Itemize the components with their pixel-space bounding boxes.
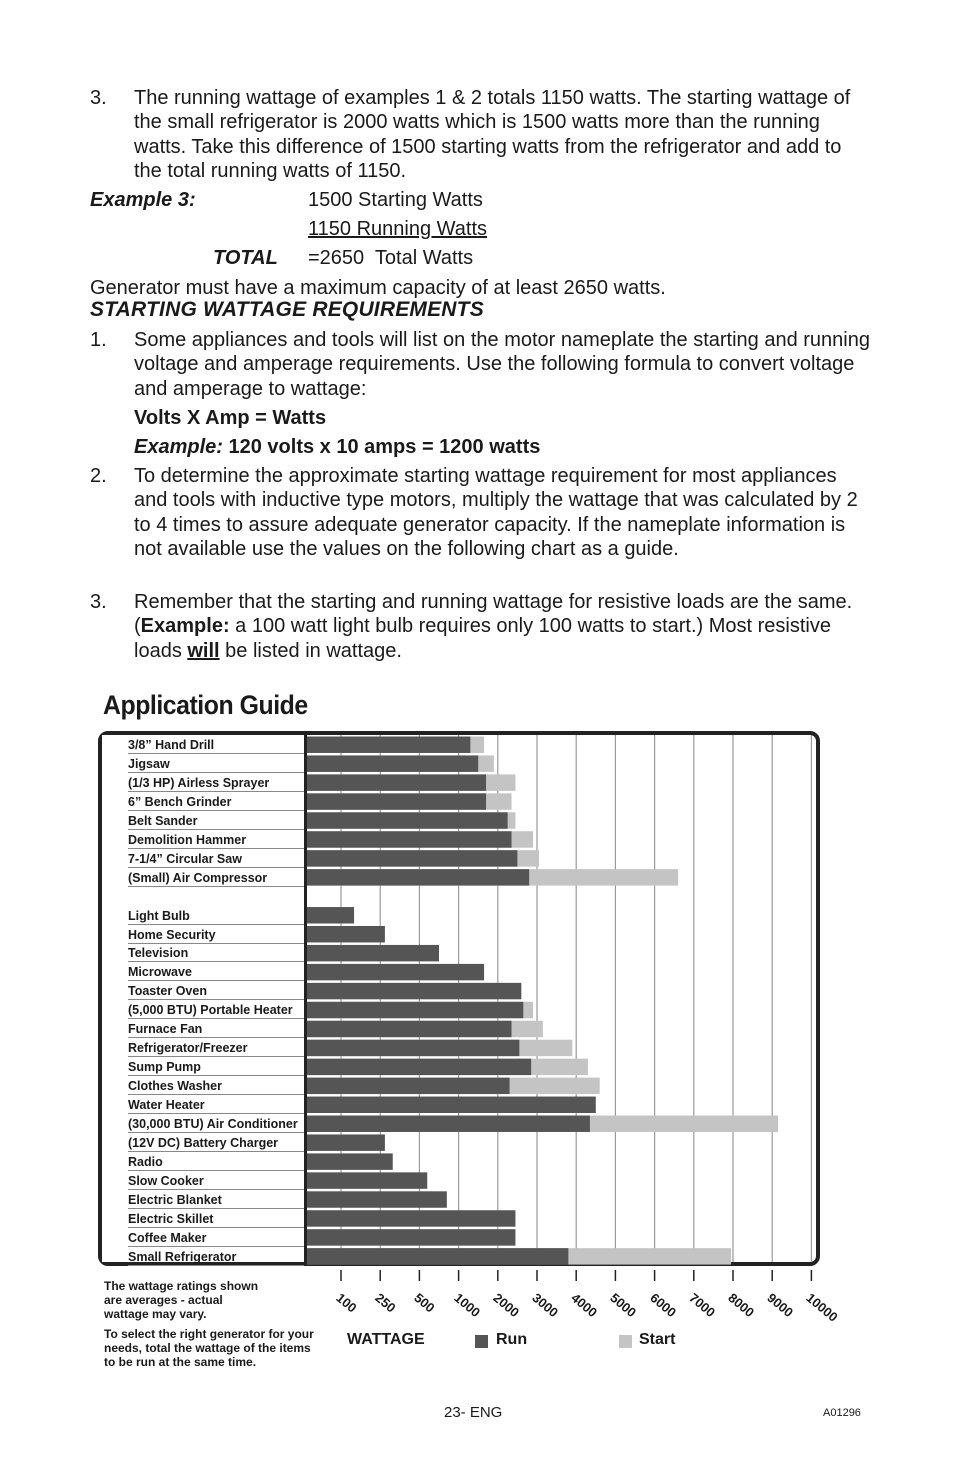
row-label: Toaster Oven [128,983,304,1000]
step3-will: will [187,639,220,662]
tick-label: 500 [411,1290,439,1316]
step2-number: 2. [90,465,107,487]
row-label: 3/8” Hand Drill [128,737,304,754]
tick-label: 7000 [686,1290,718,1321]
bar-run [307,793,486,809]
row-label: Radio [128,1154,304,1171]
row-label: Demolition Hammer [128,832,304,849]
row-label: Microwave [128,964,304,981]
step3-text-e: be listed in wattage. [219,639,402,662]
row-label: (1/3 HP) Airless Sprayer [128,775,304,792]
row-label: Coffee Maker [128,1230,304,1247]
tick-label: 1000 [450,1290,483,1321]
tick-label: 100 [333,1290,360,1316]
legend-run-swatch [475,1335,488,1348]
bar-run [307,869,529,885]
bar-run [307,907,354,923]
row-label: Refrigerator/Freezer [128,1040,304,1057]
tick-label: 6000 [646,1290,679,1321]
item-number: 3. [90,87,107,109]
tick-label: 4000 [568,1290,601,1321]
row-label: Furnace Fan [128,1021,304,1038]
bar-run [307,1116,590,1132]
bar-run [307,1134,385,1150]
step2-paragraph: To determine the approximate starting wattage requirement for most appliances and tools with inductive type motors, multiply the wattage that was calculated by 2 to 4 times to assure adequate generator capacity. If the nameplate information is not available use the values on the following chart as a guide. [134,465,858,560]
tick-label: 3000 [529,1290,562,1321]
example3-total-label: TOTAL [213,247,278,269]
page-number: 23- ENG [444,1404,503,1421]
legend-run: Run [496,1331,528,1348]
bar-run [307,831,512,847]
step3-text-c: a 100 watt light bulb requires only 100 watts to start.) Most resistive loads [134,615,831,662]
bar-run [307,1078,510,1094]
row-label: Belt Sander [128,813,304,830]
tick-label: 10000 [803,1290,842,1325]
example3-label: Example 3: [90,189,196,211]
example3-running: 1150 Running Watts [308,218,487,240]
example3-starting: 1500 Starting Watts [308,189,483,211]
row-label: Small Refrigerator [128,1249,304,1266]
tick-label: 5000 [607,1290,640,1321]
bar-run [307,964,484,980]
bar-run [307,1097,596,1113]
bar-run [307,1040,519,1056]
step1-paragraph: Some appliances and tools will list on the motor nameplate the starting and running voltage and amperage requirements. Use the following formula to convert voltage and amperage to wattage: [134,329,870,400]
row-label: (30,000 BTU) Air Conditioner [128,1116,304,1133]
row-label: Water Heater [128,1097,304,1114]
capacity-note: Generator must have a maximum capacity of at least 2650 watts. [90,277,666,299]
figure-code: A01296 [823,1407,861,1419]
row-label: Jigsaw [128,756,304,773]
tick-label: 8000 [725,1290,758,1321]
row-label: Electric Skillet [128,1211,304,1228]
step1-number: 1. [90,329,107,351]
row-label: (Small) Air Compressor [128,870,304,887]
chart-divider [304,735,307,1262]
bar-run [307,1059,531,1075]
bar-run [307,1021,512,1037]
tick-label: 9000 [764,1290,797,1321]
legend-start: Start [639,1331,676,1348]
bar-run [307,983,521,999]
bar-run [307,812,508,828]
row-label: Television [128,945,304,962]
bar-run [307,1248,568,1264]
bar-run [307,945,439,961]
bar-run [307,755,478,771]
item3-paragraph: The running wattage of examples 1 & 2 totals 1150 watts. The starting wattage of the small refrigerator is 2000 watts which is 1500 watts more than the running watts. Take this difference of 1500 starting watts from the refrigerator and add to the total running watts of 1150. [134,87,851,182]
legend-start-swatch [619,1335,632,1348]
row-label: (5,000 BTU) Portable Heater [128,1002,304,1019]
step3-text-a: Remember that the starting and running wattage for resistive loads are the same. ( [134,591,853,638]
bar-run [307,737,470,753]
formula-example-label: Example: [134,436,223,458]
bar-run [307,1229,515,1245]
bar-run [307,774,486,790]
step3-example-label: Example: [140,615,230,638]
formula: Volts X Amp = Watts [134,407,327,429]
example3-total-value: =2650 Total Watts [308,247,474,269]
row-label: Light Bulb [128,908,304,925]
row-label: 6” Bench Grinder [128,794,304,811]
tick-label: 2000 [490,1290,522,1321]
bar-run [307,1172,427,1188]
bar-run [307,850,517,866]
step3-number: 3. [90,591,107,613]
bar-run [307,1191,447,1207]
row-label: Electric Blanket [128,1192,304,1209]
bar-run [307,1153,393,1169]
bar-run [307,1002,523,1018]
tick-label: 250 [372,1290,399,1316]
legend-wattage: WATTAGE [347,1331,425,1348]
application-guide-title: Application Guide [103,690,308,720]
note-averages: The wattage ratings shown are averages - actual wattage may vary. [104,1279,259,1321]
row-label: Home Security [128,927,304,944]
row-label: Sump Pump [128,1059,304,1076]
row-label: (12V DC) Battery Charger [128,1135,304,1152]
section-title: STARTING WATTAGE REQUIREMENTS [90,298,484,321]
bar-run [307,926,385,942]
row-label: Clothes Washer [128,1078,304,1095]
bar-run [307,1210,515,1226]
formula-example-text: 120 volts x 10 amps = 1200 watts [222,436,541,458]
note-select-generator: To select the right generator for your needs, total the wattage of the items to be run at the same time. [104,1327,314,1369]
row-label: Slow Cooker [128,1173,304,1190]
row-label: 7-1/4” Circular Saw [128,851,304,868]
